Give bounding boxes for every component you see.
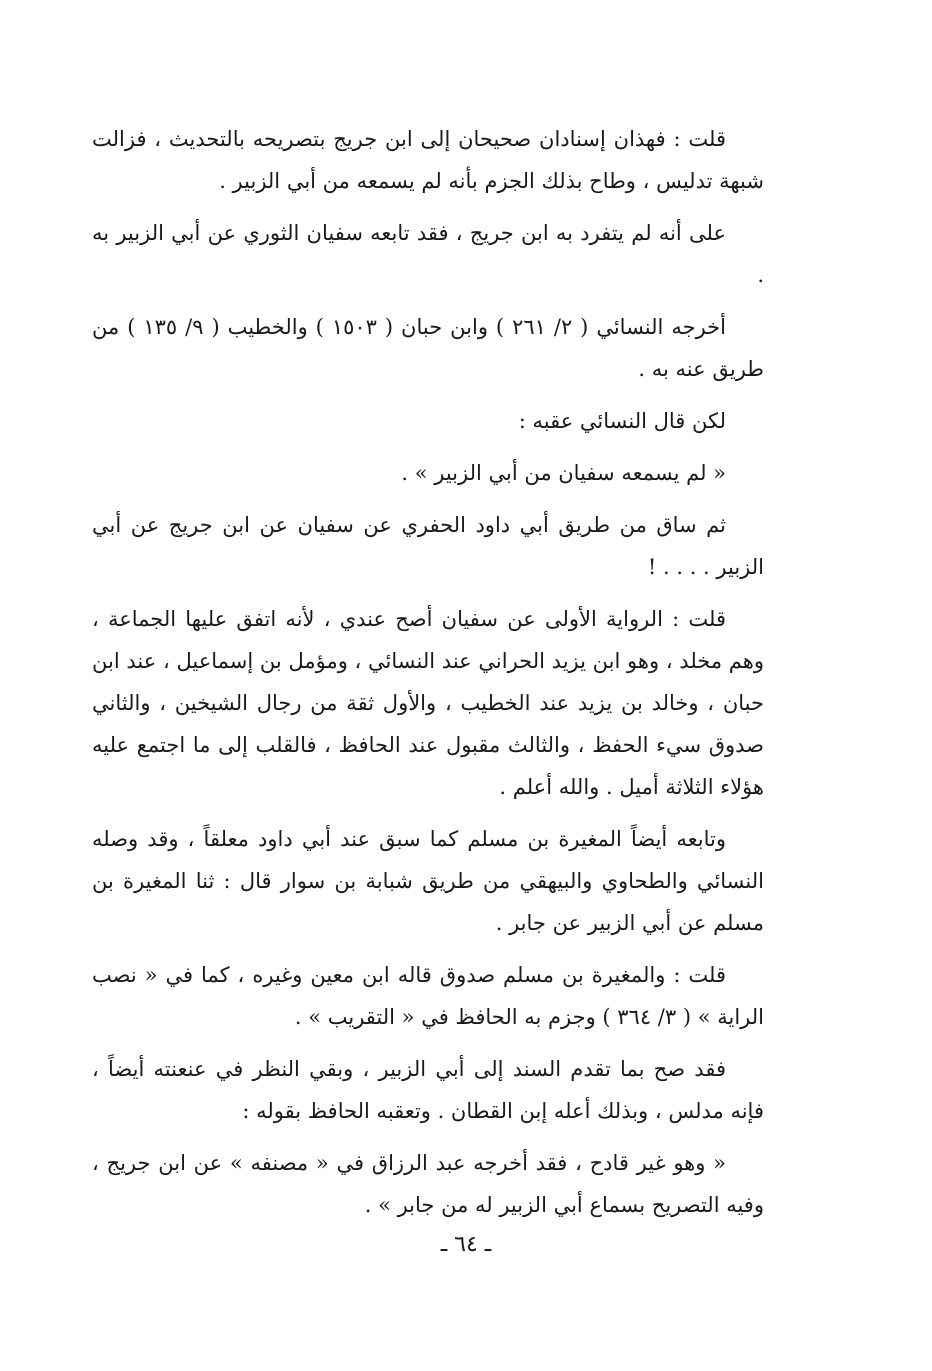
paragraph-7: قلت : الرواية الأولى عن سفيان أصح عندي ، لأنه اتفق عليها الجماعة ، وهم مخلد ، وهو ابن يزيد الحراني عند النسائي ، ومؤمل بن إسماعيل ، عند ابن حبان ، وخالد بن يزيد عند الخطيب ، والأول ثقة من رجال الشيخين ، والثاني صدوق سيء الحفظ ، والثالث مقبول عند الحافظ ، فالقلب إلى ما اجتمع عليه هؤلاء الثلاثة أميل . والله أعلم . (92, 607, 764, 799)
paragraph-1: قلت : فهذان إسنادان صحيحان إلى ابن جريج بتصريحه بالتحديث ، فزالت شبهة تدليس ، وطاح بذلك الجزم بأنه لم يسمعه من أبي الزبير . (92, 127, 764, 193)
paragraph-3: أخرجه النسائي ( ٢/ ٢٦١ ) وابن حبان ( ١٥٠٣ ) والخطيب ( ٩/ ١٣٥ ) من طريق عنه به . (92, 315, 764, 381)
paragraph-6: ثم ساق من طريق أبي داود الحفري عن سفيان عن ابن جريج عن أبي الزبير . . . . ! (92, 513, 764, 579)
paragraph-9: قلت : والمغيرة بن مسلم صدوق قاله ابن معين وغيره ، كما في « نصب الراية » ( ٣/ ٣٦٤ ) وجزم به الحافظ في « التقريب » . (92, 963, 764, 1029)
paragraph-11-quote: « وهو غير قادح ، فقد أخرجه عبد الرزاق في « مصنفه » عن ابن جريج ، وفيه التصريح بسماع أبي الزبير له من جابر » . (92, 1151, 764, 1217)
paragraph-4: لكن قال النسائي عقبه : (518, 409, 726, 433)
paragraph-5-quote: « لم يسمعه سفيان من أبي الزبير » . (401, 461, 726, 485)
paragraph-10: فقد صح بما تقدم السند إلى أبي الزبير ، وبقي النظر في عنعنته أيضاً ، فإنه مدلس ، وبذلك أعله إبن القطان . وتعقبه الحافظ بقوله : (92, 1057, 764, 1123)
paragraph-2: على أنه لم يتفرد به ابن جريج ، فقد تابعه سفيان الثوري عن أبي الزبير به . (92, 221, 764, 287)
paragraph-8: وتابعه أيضاً المغيرة بن مسلم كما سبق عند أبي داود معلقاً ، وقد وصله النسائي والطحاوي والبيهقي من طريق شبابة بن سوار قال : ثنا المغيرة بن مسلم عن أبي الزبير عن جابر . (92, 827, 764, 935)
body-text (92, 118, 764, 1236)
page-number: ـ ٦٤ ـ (440, 1232, 492, 1257)
